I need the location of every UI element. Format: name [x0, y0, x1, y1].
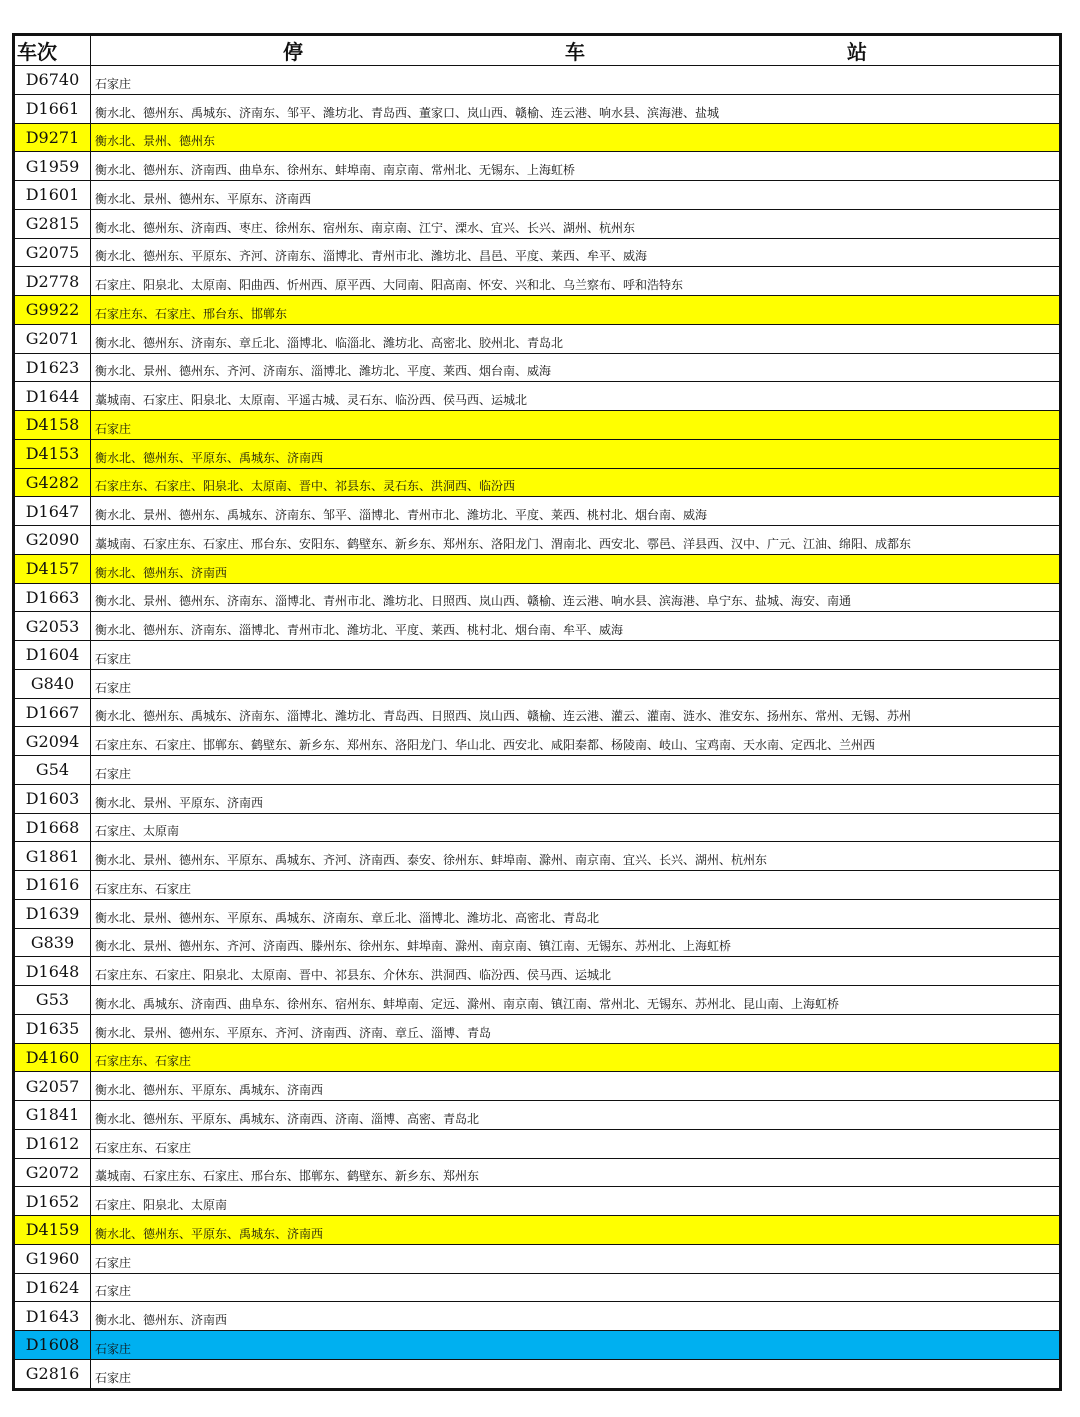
train-number-cell: D1616: [15, 871, 91, 900]
table-row: [15, 756, 1060, 785]
train-number-cell: D1647: [15, 497, 91, 526]
train-number-cell: D1603: [15, 784, 91, 813]
stops-cell: 衡水北、景州、德州东、平原东、济南西: [91, 181, 1060, 210]
train-number-cell: D1652: [15, 1187, 91, 1216]
train-number-cell: D1648: [15, 957, 91, 986]
table-row: [15, 123, 1060, 152]
stops-cell: 衡水北、景州、德州东、平原东、禹城东、齐河、济南西、泰安、徐州东、蚌埠南、滁州、南京南、宜兴、长兴、湖州、杭州东: [91, 842, 1060, 871]
train-number-cell: D1601: [15, 181, 91, 210]
table-row: [15, 1043, 1060, 1072]
table-row: [15, 641, 1060, 670]
table-row: [15, 181, 1060, 210]
table-row: [15, 1273, 1060, 1302]
stops-cell: 衡水北、景州、德州东、平原东、禹城东、济南东、章丘北、淄博北、潍坊北、高密北、青岛北: [91, 899, 1060, 928]
stops-cell: 石家庄东、石家庄、阳泉北、太原南、晋中、祁县东、灵石东、洪洞西、临汾西: [91, 468, 1060, 497]
header-stops: 停 车 站: [91, 36, 1060, 66]
stops-cell: 石家庄东、石家庄: [91, 871, 1060, 900]
train-number-cell: G1959: [15, 152, 91, 181]
stops-cell: 石家庄、阳泉北、太原南、阳曲西、忻州西、原平西、大同南、阳高南、怀安、兴和北、乌兰察布、呼和浩特东: [91, 267, 1060, 296]
train-number-cell: D1644: [15, 382, 91, 411]
table-row: [15, 1244, 1060, 1273]
train-number-cell: D1668: [15, 813, 91, 842]
header-train: 车次: [15, 36, 91, 66]
table-row: [15, 842, 1060, 871]
table-row: [15, 1014, 1060, 1043]
train-number-cell: D1612: [15, 1129, 91, 1158]
stops-cell: 衡水北、德州东、济南东、淄博北、青州市北、潍坊北、平度、莱西、桃村北、烟台南、牟平、威海: [91, 612, 1060, 641]
train-number-cell: D1635: [15, 1014, 91, 1043]
train-number-cell: G53: [15, 986, 91, 1015]
stops-cell: 石家庄: [91, 1331, 1060, 1360]
stops-cell: 石家庄: [91, 411, 1060, 440]
table-row: [15, 382, 1060, 411]
table-row: [15, 1331, 1060, 1360]
table-row: [15, 1072, 1060, 1101]
stops-cell: 衡水北、景州、德州东、济南东、淄博北、青州市北、潍坊北、日照西、岚山西、赣榆、连云港、响水县、滨海港、阜宁东、盐城、海安、南通: [91, 583, 1060, 612]
stops-cell: 石家庄: [91, 66, 1060, 95]
stops-cell: 衡水北、景州、德州东、平原东、齐河、济南西、济南、章丘、淄博、青岛: [91, 1014, 1060, 1043]
stops-cell: 衡水北、德州东、平原东、禹城东、济南西: [91, 439, 1060, 468]
table-row: [15, 1101, 1060, 1130]
train-number-cell: D4158: [15, 411, 91, 440]
stops-cell: 衡水北、景州、德州东、齐河、济南西、滕州东、徐州东、蚌埠南、滁州、南京南、镇江南、无锡东、苏州北、上海虹桥: [91, 928, 1060, 957]
train-number-cell: G2094: [15, 727, 91, 756]
stops-cell: 石家庄东、石家庄、邢台东、邯郸东: [91, 296, 1060, 325]
train-number-cell: G1960: [15, 1244, 91, 1273]
table-row: [15, 411, 1060, 440]
table-row: [15, 468, 1060, 497]
stops-cell: 衡水北、德州东、平原东、禹城东、济南西、济南、淄博、高密、青岛北: [91, 1101, 1060, 1130]
stops-cell: 衡水北、德州东、济南西: [91, 1302, 1060, 1331]
stops-cell: 石家庄东、石家庄、阳泉北、太原南、晋中、祁县东、介休东、洪洞西、临汾西、侯马西、运城北: [91, 957, 1060, 986]
stops-cell: 衡水北、德州东、济南西: [91, 554, 1060, 583]
train-number-cell: G840: [15, 669, 91, 698]
train-number-cell: G1841: [15, 1101, 91, 1130]
train-number-cell: D1604: [15, 641, 91, 670]
table-row: [15, 296, 1060, 325]
train-number-cell: D4153: [15, 439, 91, 468]
stops-cell: 衡水北、禹城东、济南西、曲阜东、徐州东、宿州东、蚌埠南、定远、滁州、南京南、镇江南、常州北、无锡东、苏州北、昆山南、上海虹桥: [91, 986, 1060, 1015]
table-row: [15, 94, 1060, 123]
table-row: [15, 698, 1060, 727]
table-row: [15, 612, 1060, 641]
stops-cell: 衡水北、德州东、济南西、枣庄、徐州东、宿州东、南京南、江宁、溧水、宜兴、长兴、湖州、杭州东: [91, 209, 1060, 238]
table-row: [15, 1129, 1060, 1158]
table-row: [15, 439, 1060, 468]
table-row: [15, 152, 1060, 181]
stops-cell: 石家庄: [91, 1244, 1060, 1273]
stops-cell: 衡水北、德州东、禹城东、济南东、淄博北、潍坊北、青岛西、日照西、岚山西、赣榆、连云港、灌云、灌南、涟水、淮安东、扬州东、常州、无锡、苏州: [91, 698, 1060, 727]
train-number-cell: G54: [15, 756, 91, 785]
table-row: [15, 957, 1060, 986]
table-row: [15, 1158, 1060, 1187]
train-number-cell: G2072: [15, 1158, 91, 1187]
train-number-cell: G2090: [15, 526, 91, 555]
table-row: [15, 324, 1060, 353]
stops-cell: 石家庄、太原南: [91, 813, 1060, 842]
table-row: [15, 986, 1060, 1015]
train-number-cell: D1639: [15, 899, 91, 928]
table-row: [15, 669, 1060, 698]
stops-cell: 石家庄、阳泉北、太原南: [91, 1187, 1060, 1216]
stops-cell: 石家庄: [91, 756, 1060, 785]
train-number-cell: G2075: [15, 238, 91, 267]
table-row: [15, 238, 1060, 267]
train-number-cell: D9271: [15, 123, 91, 152]
stops-cell: 石家庄东、石家庄: [91, 1043, 1060, 1072]
train-number-cell: G9922: [15, 296, 91, 325]
stops-cell: 衡水北、德州东、平原东、齐河、济南东、淄博北、青州市北、潍坊北、昌邑、平度、莱西、牟平、威海: [91, 238, 1060, 267]
stops-cell: 衡水北、德州东、平原东、禹城东、济南西: [91, 1072, 1060, 1101]
train-number-cell: D1663: [15, 583, 91, 612]
stops-cell: 衡水北、景州、德州东、禹城东、济南东、邹平、淄博北、青州市北、潍坊北、平度、莱西、桃村北、烟台南、威海: [91, 497, 1060, 526]
stops-cell: 衡水北、德州东、禹城东、济南东、邹平、潍坊北、青岛西、董家口、岚山西、赣榆、连云港、响水县、滨海港、盐城: [91, 94, 1060, 123]
stops-cell: 石家庄东、石家庄: [91, 1129, 1060, 1158]
train-number-cell: G839: [15, 928, 91, 957]
table-row: [15, 1187, 1060, 1216]
stops-cell: 藁城南、石家庄东、石家庄、邢台东、安阳东、鹤壁东、新乡东、郑州东、洛阳龙门、渭南北、西安北、鄠邑、洋县西、汉中、广元、江油、绵阳、成都东: [91, 526, 1060, 555]
train-number-cell: D4157: [15, 554, 91, 583]
stops-cell: 石家庄: [91, 641, 1060, 670]
table-row: [15, 66, 1060, 95]
stops-cell: 衡水北、景州、德州东、齐河、济南东、淄博北、潍坊北、平度、莱西、烟台南、威海: [91, 353, 1060, 382]
train-number-cell: D1624: [15, 1273, 91, 1302]
table-row: [15, 784, 1060, 813]
table-row: [15, 497, 1060, 526]
train-stops-table: [14, 35, 1060, 1389]
stops-cell: 石家庄: [91, 1359, 1060, 1388]
stops-cell: 衡水北、德州东、济南西、曲阜东、徐州东、蚌埠南、南京南、常州北、无锡东、上海虹桥: [91, 152, 1060, 181]
train-number-cell: D4159: [15, 1216, 91, 1245]
train-number-cell: G2816: [15, 1359, 91, 1388]
table-body: [15, 66, 1060, 1389]
stops-cell: 衡水北、德州东、济南东、章丘北、淄博北、临淄北、潍坊北、高密北、胶州北、青岛北: [91, 324, 1060, 353]
header-row: [15, 36, 1060, 66]
stops-cell: 石家庄: [91, 669, 1060, 698]
train-number-cell: G1861: [15, 842, 91, 871]
table-row: [15, 583, 1060, 612]
stops-cell: 衡水北、德州东、平原东、禹城东、济南西: [91, 1216, 1060, 1245]
train-number-cell: D1623: [15, 353, 91, 382]
train-number-cell: D1643: [15, 1302, 91, 1331]
table-row: [15, 813, 1060, 842]
table-row: [15, 209, 1060, 238]
stops-cell: 石家庄东、石家庄、邯郸东、鹤壁东、新乡东、郑州东、洛阳龙门、华山北、西安北、咸阳秦都、杨陵南、岐山、宝鸡南、天水南、定西北、兰州西: [91, 727, 1060, 756]
table-row: [15, 554, 1060, 583]
table-row: [15, 928, 1060, 957]
train-number-cell: D1608: [15, 1331, 91, 1360]
table-row: [15, 1216, 1060, 1245]
train-number-cell: G2057: [15, 1072, 91, 1101]
train-number-cell: G4282: [15, 468, 91, 497]
stops-cell: 石家庄: [91, 1273, 1060, 1302]
table-row: [15, 1359, 1060, 1388]
table-row: [15, 871, 1060, 900]
train-number-cell: G2053: [15, 612, 91, 641]
stops-cell: 藁城南、石家庄、阳泉北、太原南、平遥古城、灵石东、临汾西、侯马西、运城北: [91, 382, 1060, 411]
table-row: [15, 267, 1060, 296]
train-number-cell: G2815: [15, 209, 91, 238]
train-number-cell: D6740: [15, 66, 91, 95]
stops-cell: 衡水北、景州、平原东、济南西: [91, 784, 1060, 813]
train-stops-sheet: [12, 33, 1062, 1391]
stops-cell: 藁城南、石家庄东、石家庄、邢台东、邯郸东、鹤壁东、新乡东、郑州东: [91, 1158, 1060, 1187]
train-number-cell: D2778: [15, 267, 91, 296]
table-row: [15, 526, 1060, 555]
train-number-cell: D1667: [15, 698, 91, 727]
table-row: [15, 353, 1060, 382]
table-row: [15, 727, 1060, 756]
train-number-cell: D4160: [15, 1043, 91, 1072]
train-number-cell: D1661: [15, 94, 91, 123]
table-row: [15, 1302, 1060, 1331]
train-number-cell: G2071: [15, 324, 91, 353]
stops-cell: 衡水北、景州、德州东: [91, 123, 1060, 152]
table-row: [15, 899, 1060, 928]
